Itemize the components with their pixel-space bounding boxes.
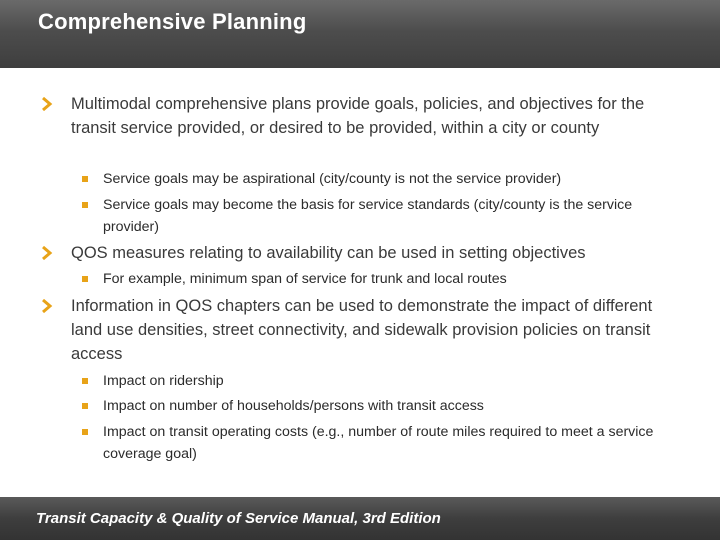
square-bullet-icon [82,429,88,435]
square-bullet-icon [82,378,88,384]
square-bullet-icon [82,176,88,182]
sub-bullet-text: Service goals may be aspirational (city/county is not the service provider) [103,171,562,187]
sub-bullet-1-1 [103,168,678,190]
sub-bullet-1-2 [103,194,678,238]
square-bullet-icon [82,276,88,282]
sub-bullet-text: Impact on ridership [103,373,224,389]
square-bullet-icon [82,202,88,208]
square-bullet-icon [82,403,88,409]
sub-bullet-2-1 [103,268,678,290]
bullet-1-text: Multimodal comprehensive plans provide goals, policies, and objectives for the transit service provided, or desired to be provided, within a city or county [71,95,645,137]
sub-bullet-3-3 [103,421,678,465]
chevron-right-icon [41,299,53,313]
sub-bullet-text: Service goals may become the basis for service standards (city/county is the service provider) [103,197,633,235]
bullet-2-text: QOS measures relating to availability can be used in setting objectives [71,244,586,262]
chevron-right-icon [41,97,53,111]
chevron-right-icon [41,246,53,260]
bullet-2 [71,241,681,265]
sub-bullet-text: Impact on number of households/persons with transit access [103,398,484,414]
footer-text: Transit Capacity & Quality of Service Manual, 3rd Edition [36,510,441,527]
slide-title: Comprehensive Planning [38,9,307,34]
sub-bullet-text: Impact on transit operating costs (e.g., number of route miles required to meet a service coverage goal) [103,424,654,462]
sub-bullet-text: For example, minimum span of service for trunk and local routes [103,271,507,287]
sub-bullet-3-1 [103,370,678,392]
footer-bar [0,497,720,540]
bullet-3-text: Information in QOS chapters can be used to demonstrate the impact of different land use densities, street connectivity, and sidewalk provision policies on transit access [71,297,653,363]
bullet-3 [71,294,681,366]
bullet-1 [71,92,681,140]
sub-bullet-3-2 [103,395,678,417]
